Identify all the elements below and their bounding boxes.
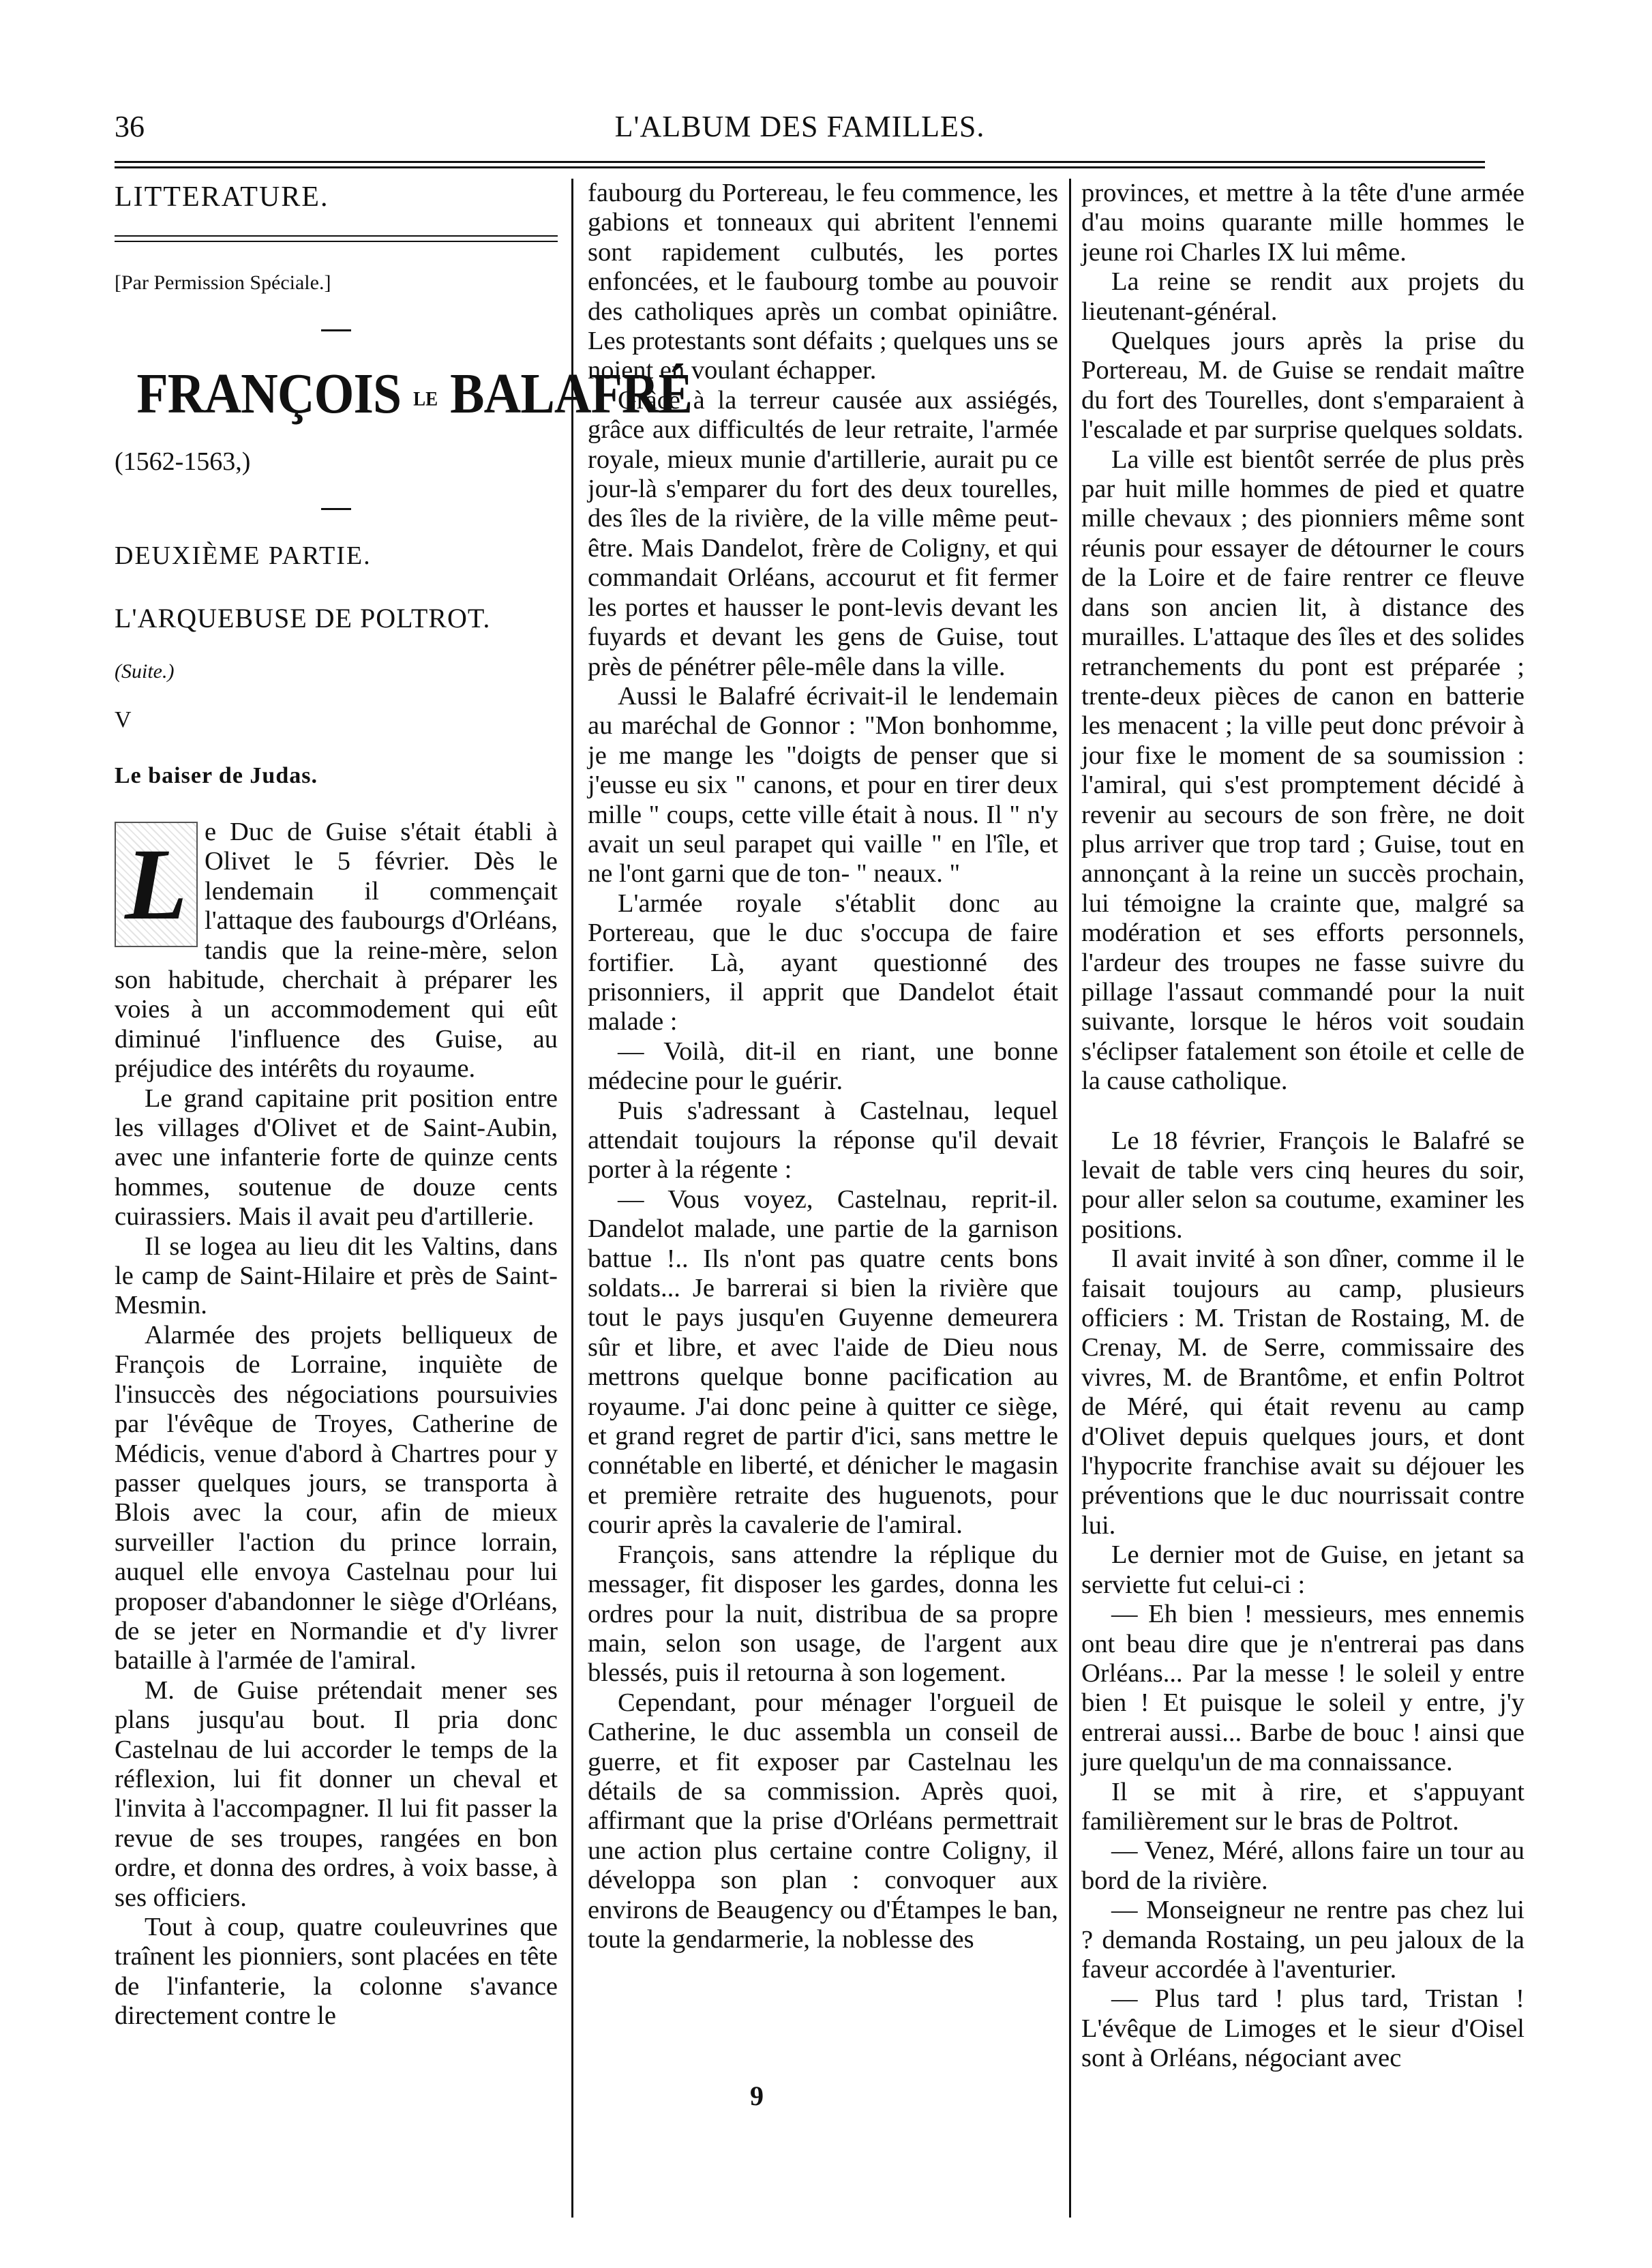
paragraph: Aussi le Balafré écrivait-il le lendemain au maréchal de Gonnor : "Mon bonhomme, je me mange les "doigts de penser que si j'eusse eu six " canons, et pour en tirer deux mille " coups, cette ville était à nous. Il " n'y avait un seul parapet qui vaille " en l'île, et ne l'ont garni que de ton- " neaux. " — [588, 681, 1058, 889]
header-rule-top — [115, 161, 1485, 163]
page-header — [115, 109, 1485, 150]
paragraph: François, sans attendre la réplique du messager, fit disposer les gardes, donna les ordres pour la nuit, distribua de sa propre main, selon son usage, de l'argent aux blessés, puis il retourna à son logement. — [588, 1540, 1058, 1688]
article-years: (1562-1563,) — [115, 447, 251, 476]
article-title — [136, 361, 693, 431]
column-divider-2 — [1069, 179, 1071, 2218]
chapter-number: V — [115, 707, 132, 733]
paragraph: — Eh bien ! messieurs, mes ennemis ont beau dire que je n'entrerai pas dans Orléans... Par la messe ! le soleil y entre bien ! Et puisque le soleil y entre, j'y entrerai aussi... Barbe de bouc ! ainsi que jure quelqu'un de ma connaissance. — [1081, 1600, 1525, 1777]
column-1 — [115, 179, 693, 2224]
page-number: 36 — [115, 110, 145, 143]
chapter-title: Le baiser de Judas. — [115, 762, 318, 788]
title-word-balafre: BALAFRÉ — [450, 361, 693, 426]
title-word-le: LE — [413, 387, 438, 411]
paragraph: L'armée royale s'établit donc au Portereau, que le duc s'occupa de faire fortifier. Là, ayant questionné des prisonniers, il apprit que Dandelot était malade : — [588, 889, 1058, 1036]
paragraph: — Voilà, dit-il en riant, une bonne médecine pour le guérir. — [588, 1036, 1058, 1096]
paragraph: — Monseigneur ne rentre pas chez lui ? demanda Rostaing, un peu jaloux de la faveur accordée à l'aventurier. — [1081, 1896, 1525, 1984]
column-3 — [1081, 179, 1525, 2224]
paragraph: La reine se rendit aux projets du lieutenant-général. — [1081, 267, 1525, 326]
column-divider-1 — [571, 179, 573, 2218]
continuation-note: (Suite.) — [115, 659, 175, 683]
running-title: L'ALBUM DES FAMILLES. — [614, 110, 985, 143]
title-word-francois: FRANÇOIS — [136, 361, 402, 426]
paragraph: Le dernier mot de Guise, en jetant sa serviette fut celui-ci : — [1081, 1540, 1525, 1599]
header-rule-bottom — [115, 166, 1485, 168]
paragraph: Tout à coup, quatre couleuvrines que traînent les pionniers, sont placées en tête de l'infanterie, la colonne s'avance directement contre le — [115, 1913, 558, 2031]
paragraph: — Plus tard ! plus tard, Tristan ! L'évêque de Limoges et le sieur d'Oisel sont à Orléans, négociant avec — [1081, 1984, 1525, 2073]
part-heading: DEUXIÈME PARTIE. — [115, 541, 372, 570]
paragraph: Il avait invité à son dîner, comme il le faisait toujours au camp, plusieurs officiers : M. Tristan de Rostaing, M. de Crenay, M. de Serre, commissaire des vivres, M. de Brantôme, et enfin Poltrot de Méré, qui était revenu au camp d'Olivet depuis quelques jours, et dont l'hypocrite franchise avait su déjouer les préventions que le duc nourrissait contre lui. — [1081, 1244, 1525, 1540]
paragraph: provinces, et mettre à la tête d'une armée d'au moins quarante mille hommes le jeune roi Charles IX lui même. — [1081, 179, 1525, 267]
paragraph: Grâce à la terreur causée aux assiégés, grâce aux difficultés de leur retraite, l'armée royale, mieux munie d'artillerie, aurait pu ce jour-là s'emparer du fort des deux tourelles, des îles de la rivière, de la ville même peut-être. Mais Dandelot, frère de Coligny, et qui commandait Orléans, accourut et fit fermer les portes et hausser le pont-levis devant les fuyards et devant les gens de Guise, tout près de pénétrer pêle-mêle dans la ville. — [588, 385, 1058, 681]
paragraph: La ville est bientôt serrée de plus près par huit mille hommes de pied et quatre mille chevaux ; des pionniers même sont réunis pour essayer de détourner le cours de la Loire et de faire rentrer ce fleuve dans son ancien lit, à distance des murailles. L'attaque des îles et des solides retranchements du pont est préparée ; trente-deux pièces de canon en batterie les menacent ; la ville peut donc prévoir à jour fixe le moment de sa soumission : l'amiral, qui s'est promptement décidé à revenir au secours de son frère, ne doit plus arriver que trop tard ; Guise, tout en annonçant à la reine un succès prochain, lui témoigne la crainte que, malgré sa modération et ses efforts personnels, l'ardeur des troupes ne fasse suivre du pillage l'assaut commandé pour la nuit suivante, lorsque le héros voit soudain s'éclipser fatalement son étoile et celle de la cause catholique. — [1081, 445, 1525, 1096]
ornamental-dropcap: L — [115, 822, 198, 947]
paragraph-text: e Duc de Guise s'était établi à Olivet le 5 février. Dès le lendemain il commençait l'attaque des faubourgs d'Orléans, tandis que la reine-mère, selon son habitude, cherchait à préparer les voies à un accommodement qui eût diminué l'influence des Guise, au préjudice des intérêts du royaume. — [115, 817, 558, 1084]
separator-dash — [321, 329, 351, 331]
paragraph: Il se logea au lieu dit les Valtins, dans le camp de Saint-Hilaire et près de Saint-Mesmin. — [115, 1232, 558, 1320]
section-heading: LITTERATURE. — [115, 181, 329, 213]
paragraph: Le grand capitaine prit position entre les villages d'Olivet et de Saint-Aubin, avec une infanterie forte de quinze cents hommes, soutenue de douze cents cuirassiers. Mais il avait peu d'artillerie. — [115, 1084, 558, 1232]
paragraph: Alarmée des projets belliqueux de François de Lorraine, inquiète de l'insuccès des négociations poursuivies par l'évêque de Troyes, Catherine de Médicis, venue d'abord à Chartres pour y passer quelques jours, se transporta à Blois avec la cour, afin de mieux surveiller l'action du prince lorrain, auquel elle envoya Castelnau pour lui proposer d'abandonner le siège d'Orléans, de se jeter en Normandie et d'y livrer bataille à l'armée de l'amiral. — [115, 1320, 558, 1675]
paragraph: M. de Guise prétendait mener ses plans jusqu'au bout. Il pria donc Castelnau de lui accorder le temps de la réflexion, lui fit donner un cheval et l'invita à l'accompagner. Il lui fit passer la revue de ses troupes, rangées en bon ordre, et donna des ordres, à voix basse, à ses officiers. — [115, 1675, 558, 1912]
section-double-rule — [115, 235, 558, 242]
signature-mark: 9 — [750, 2080, 764, 2111]
paragraph — [115, 818, 558, 1084]
paragraph: — Vous voyez, Castelnau, reprit-il. Dandelot malade, une partie de la garnison battue !.. Ils n'ont pas quatre cents bons soldats... Je barrerai si bien la rivière que tout le pays jusqu'en Guyenne demeurera sûr et libre, et avec l'aide de Dieu nous mettrons quelque bonne pacification au royaume. J'ai donc peine à quitter ce siège, et grand regret de partir d'ici, sans mettre le connétable en liberté, et dénicher le magasin et première retraite des huguenots, pour courir après la cavalerie de l'amiral. — [588, 1184, 1058, 1540]
paragraph: Il se mit à rire, et s'appuyant familièrement sur le bras de Poltrot. — [1081, 1777, 1525, 1836]
paragraph: Cependant, pour ménager l'orgueil de Catherine, le duc assembla un conseil de guerre, et fit exposer par Castelnau les détails de sa commission. Après quoi, affirmant que la prise d'Orléans permettrait une action plus certaine contre Coligny, il développa son plan : convoquer aux environs de Beaugency ou d'Étampes le ban, toute la gendarmerie, la noblesse des — [588, 1688, 1058, 1954]
paragraph: — Venez, Méré, allons faire un tour au bord de la rivière. — [1081, 1836, 1525, 1895]
paragraph: Puis s'adressant à Castelnau, lequel attendait toujours la réponse qu'il devait porter à la régente : — [588, 1096, 1058, 1184]
article-subtitle: L'ARQUEBUSE DE POLTROT. — [115, 603, 491, 634]
separator-dash — [321, 508, 351, 510]
column-2 — [588, 179, 1058, 2224]
paragraph: faubourg du Portereau, le feu commence, les gabions et tonneaux qui abritent l'ennemi sont rapidement culbutés, les portes enfoncées, et le faubourg tombe au pouvoir des catholiques après un combat opiniâtre. Les protestants sont défaits ; quelques uns se noient en voulant échapper. — [588, 179, 1058, 385]
permission-note: [Par Permission Spéciale.] — [115, 271, 331, 295]
paragraph: Quelques jours après la prise du Portereau, M. de Guise se rendait maître du fort des Tourelles, dont s'emparaient à l'escalade et par surprise quelques soldats. — [1081, 327, 1525, 445]
paragraph: Le 18 février, François le Balafré se levait de table vers cinq heures du soir, pour aller selon sa coutume, examiner les positions. — [1081, 1126, 1525, 1244]
